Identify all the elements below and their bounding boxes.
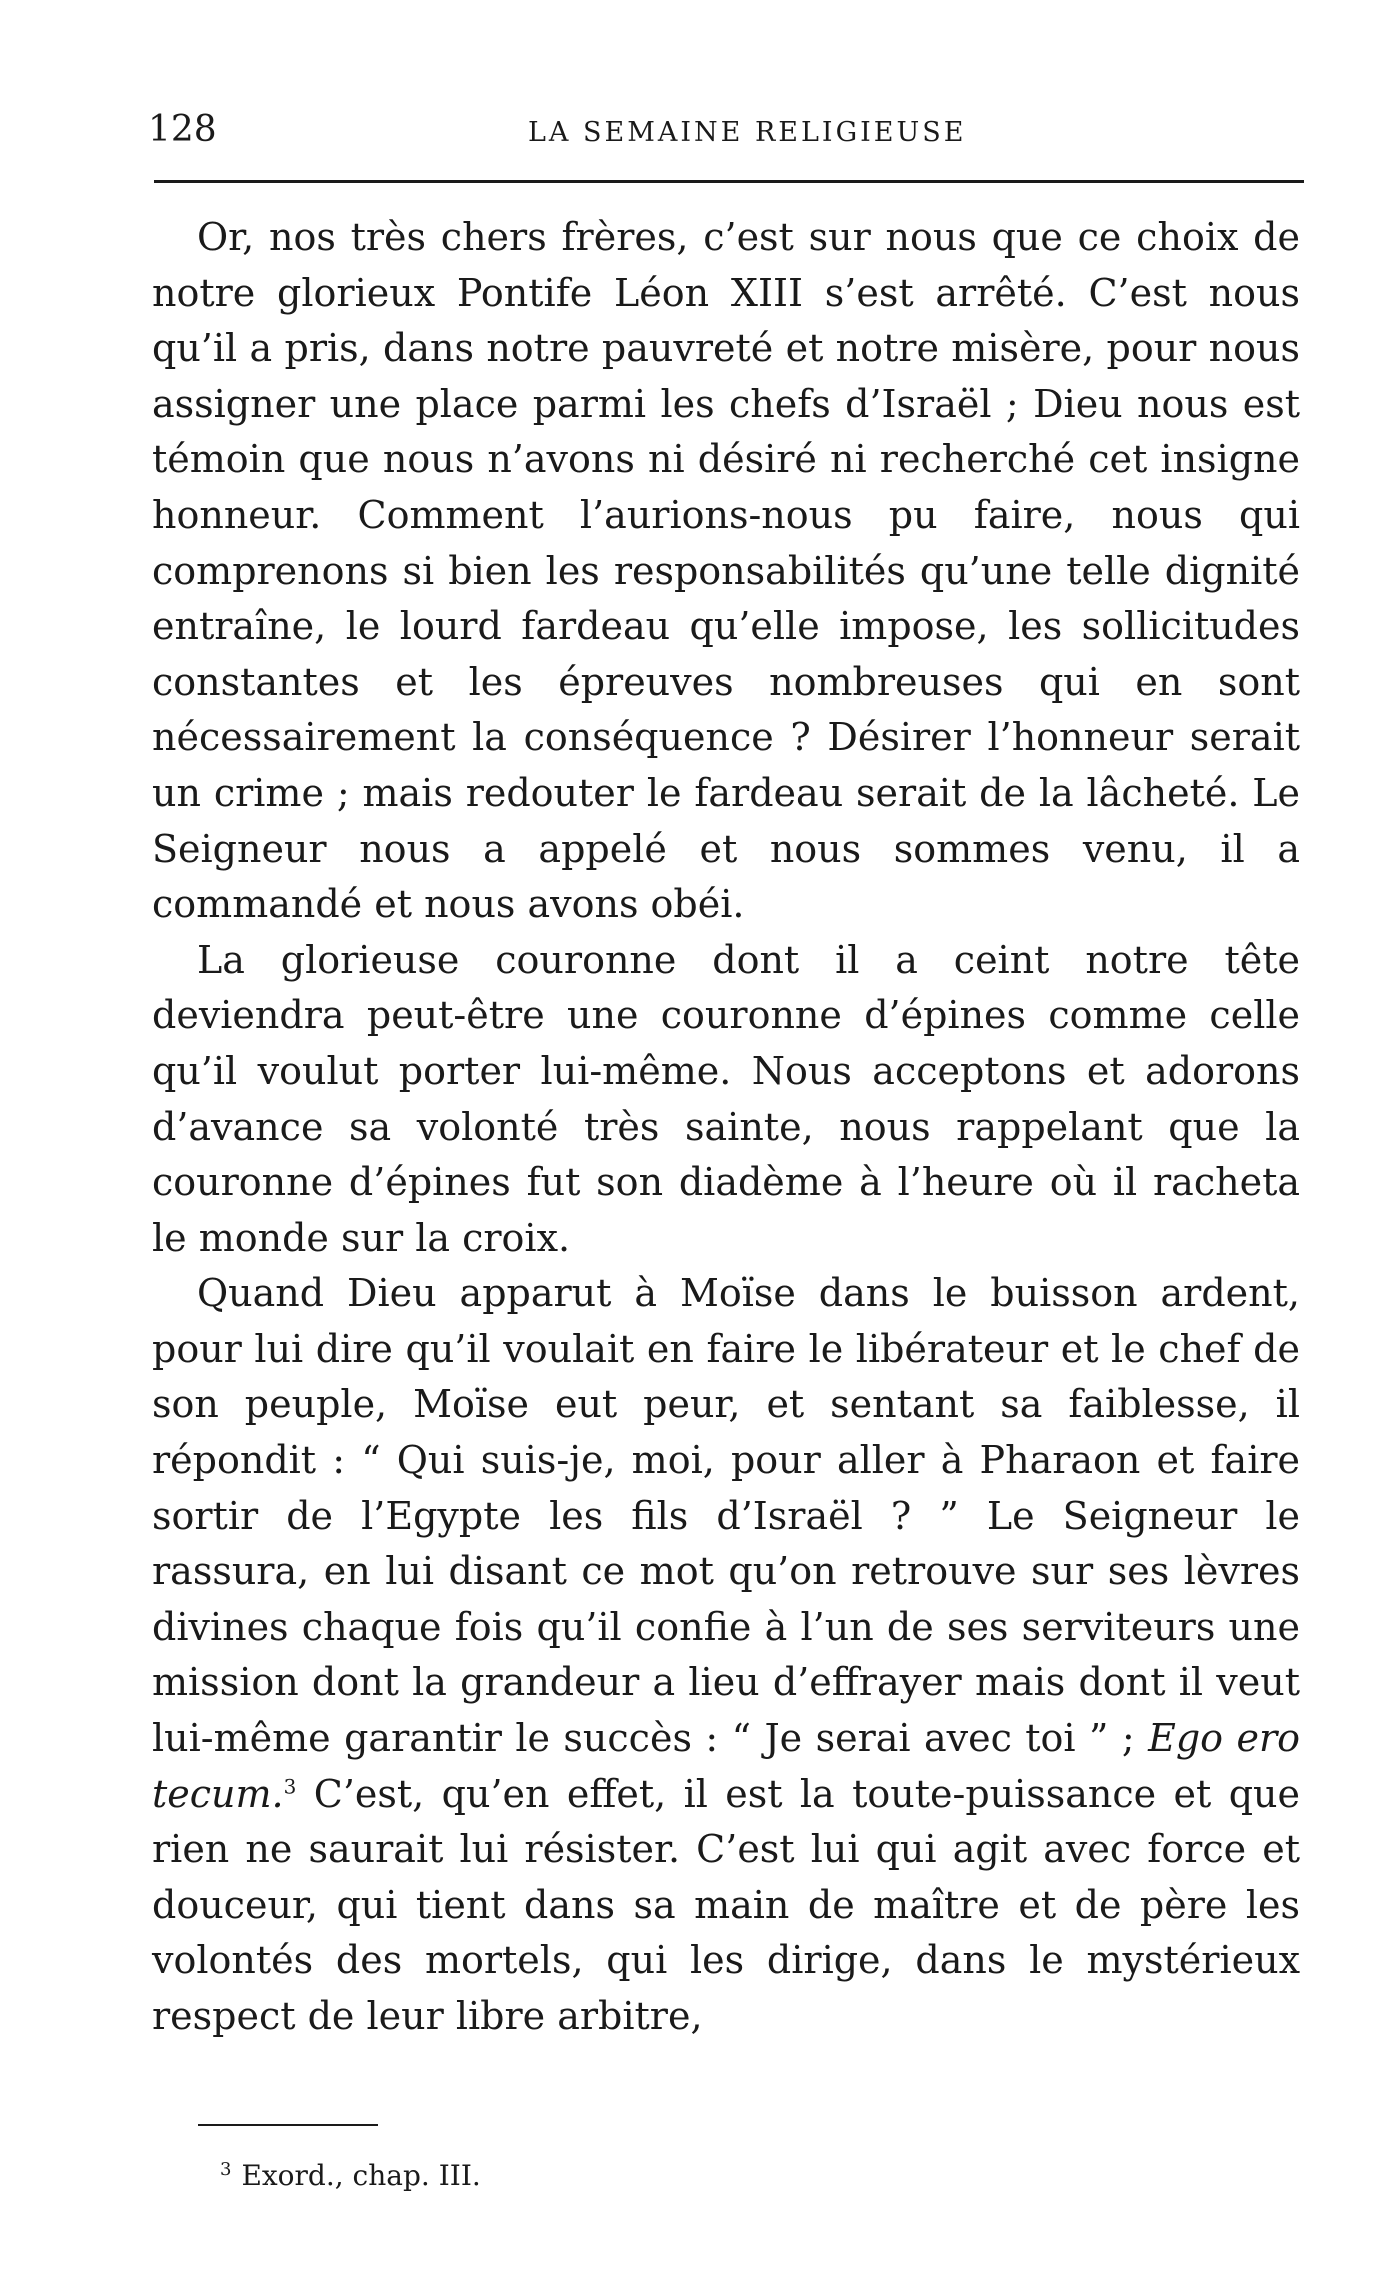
footnote — [220, 2158, 481, 2194]
body-text — [152, 210, 1300, 2045]
paragraph-1: Or, nos très chers frères, c’est sur nous que ce choix de notre glorieux Pontife Léon XIII s’est arrêté. C’est nous qu’il a pris, dans notre pauvreté et notre misère, pour nous assigner une place parmi les chefs d’Israël ; Dieu nous est témoin que nous n’avons ni désiré ni recherché cet insigne honneur. Comment l’aurions-nous pu faire, nous qui comprenons si bien les responsabilités qu’une telle dignité entraîne, le lourd fardeau qu’elle impose, les sollicitudes constantes et les épreuves nombreuses qui en sont nécessairement la conséquence ? Désirer l’honneur serait un crime ; mais redouter le fardeau serait de la lâcheté. Le Seigneur nous a appelé et nous sommes venu, il a commandé et nous avons obéi. — [152, 215, 1300, 927]
page-number: 128 — [148, 109, 217, 150]
paragraph-3-text-b: C’est, qu’en effet, il est la toute-puissance et que rien ne saurait lui résister. C’est lui qui agit avec force et douceur, qui tient dans sa main de maître et de père les volontés des mortels, qui les dirige, dans le mystérieux respect de leur libre arbitre, — [152, 1771, 1300, 2038]
footnote-rule — [198, 2124, 378, 2126]
latin-quote: Ego ero tecum. — [152, 1716, 1300, 1816]
header-rule — [154, 180, 1304, 183]
footnote-mark: 3 — [220, 2158, 232, 2180]
footnote-chapter-number: III. — [438, 2159, 481, 2192]
paragraph-3 — [152, 1266, 1300, 2044]
footnote-reference: 3 — [283, 1773, 297, 1798]
paragraph-3-text-a: Quand Dieu apparut à Moïse dans le buisson ardent, pour lui dire qu’il voulait en faire le libérateur et le chef de son peuple, Moïse eut peur, et sentant sa faiblesse, il répondit : “ Qui suis-je, moi, pour aller à Pharaon et faire sortir de l’Egypte les fils d’Israël ? ” Le Seigneur le rassura, en lui disant ce mot qu’on retrouve sur ses lèvres divines chaque fois qu’il confie à l’un de ses serviteurs une mission dont la grandeur a lieu d’effrayer mais dont il veut lui-même garantir le succès : “ Je serai avec toi ” ; — [152, 1271, 1300, 1761]
running-head: LA SEMAINE RELIGIEUSE — [528, 117, 967, 148]
footnote-text: Exord., chap. — [241, 2159, 430, 2192]
paragraph-2: La glorieuse couronne dont il a ceint notre tête deviendra peut-être une couronne d’épines comme celle qu’il voulut porter lui-même. Nous acceptons et adorons d’avance sa volonté très sainte, nous rappelant que la couronne d’épines fut son diadème à l’heure où il racheta le monde sur la croix. — [152, 937, 1300, 1260]
